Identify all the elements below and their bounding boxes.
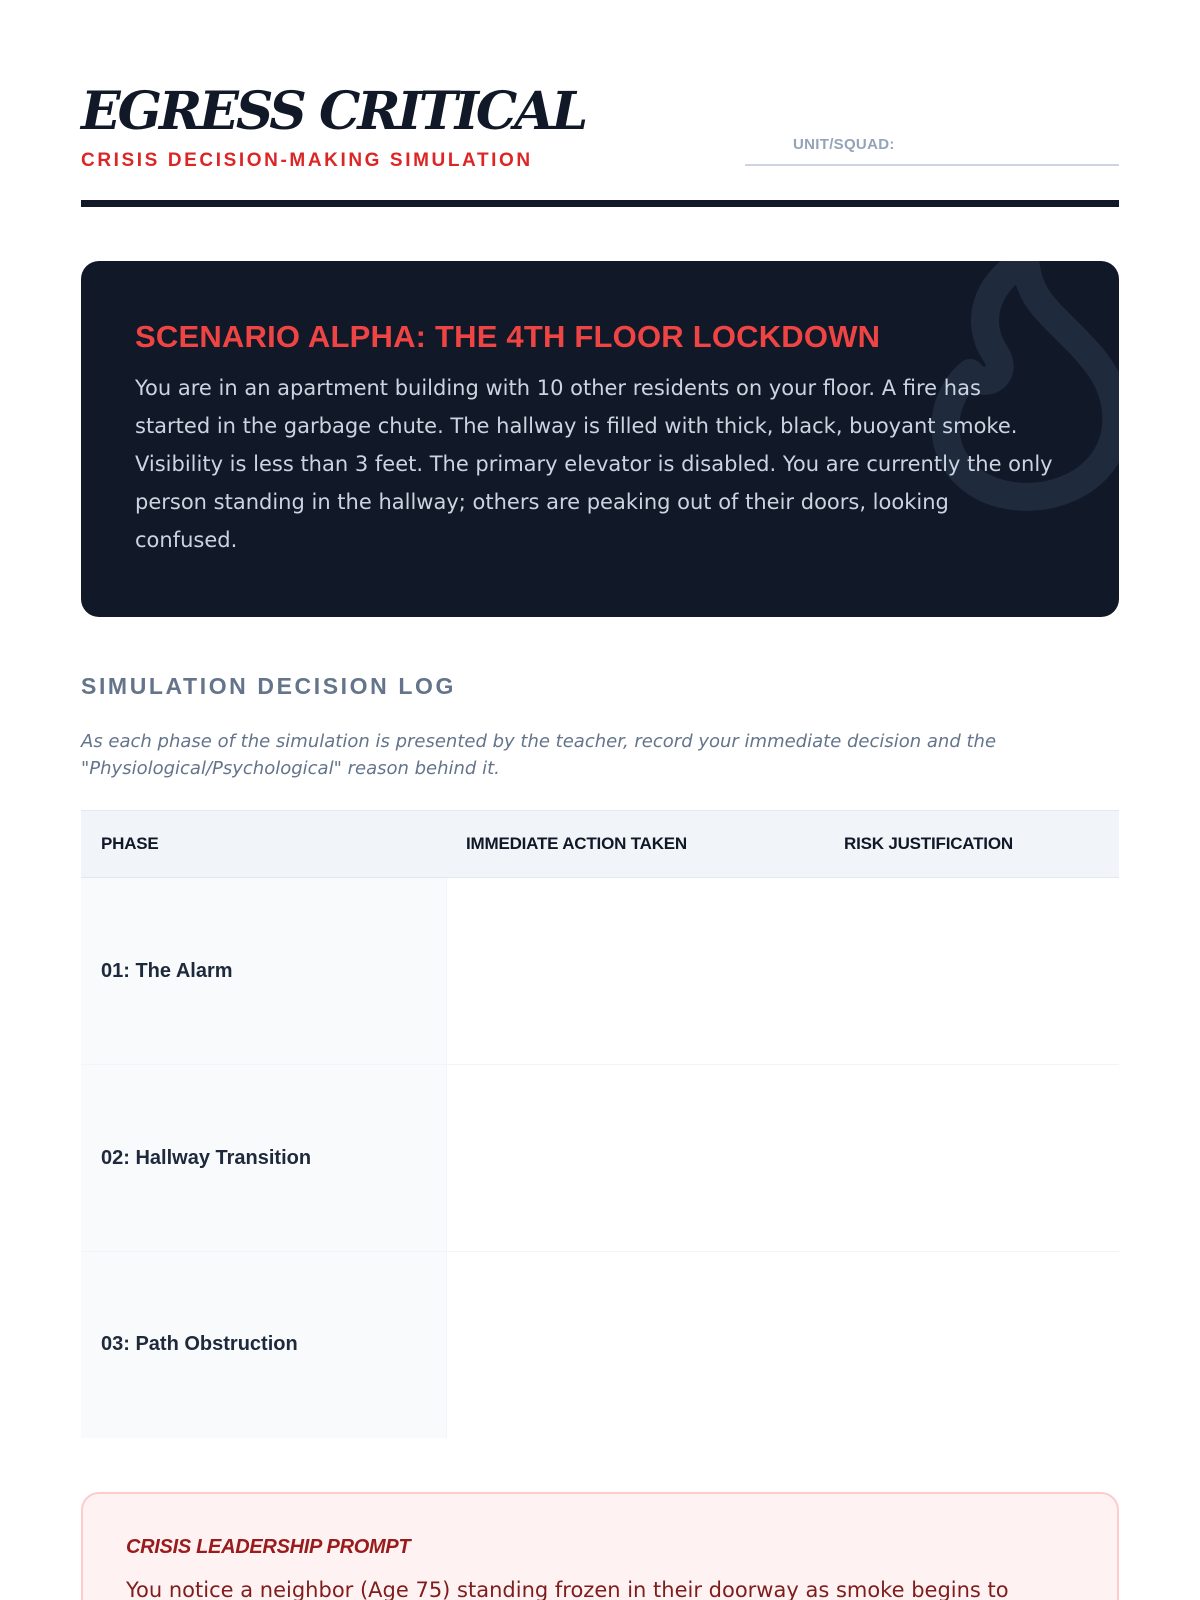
crisis-leadership-prompt-card (81, 1492, 1119, 1600)
column-header-phase: PHASE (81, 811, 446, 878)
decision-log-heading: SIMULATION DECISION LOG (81, 673, 456, 699)
worksheet-header (81, 0, 1119, 207)
unit-squad-label: UNIT/SQUAD: (793, 136, 895, 153)
justification-answer-cell[interactable] (824, 878, 1119, 1065)
justification-answer-cell[interactable] (824, 1065, 1119, 1252)
scenario-card (81, 261, 1119, 617)
action-answer-cell[interactable] (446, 878, 824, 1065)
column-header-action: IMMEDIATE ACTION TAKEN (446, 811, 824, 878)
column-header-justification: RISK JUSTIFICATION (824, 811, 1119, 878)
action-answer-cell[interactable] (446, 1252, 824, 1438)
table-row (81, 878, 1119, 1065)
table-header-row (81, 811, 1119, 878)
page-subtitle: CRISIS DECISION-MAKING SIMULATION (81, 150, 533, 171)
decision-log-table (81, 810, 1119, 1438)
header-divider (81, 200, 1119, 207)
page-title: EGRESS CRITICAL (81, 81, 586, 142)
action-answer-cell[interactable] (446, 1065, 824, 1252)
decision-log-instructions: As each phase of the simulation is presented by the teacher, record your immediate decision and the "Physiological/Psychological" reason behind it. (81, 731, 997, 779)
table-row (81, 1252, 1119, 1438)
phase-cell: 01: The Alarm (81, 878, 446, 1065)
scenario-title: SCENARIO ALPHA: THE 4TH FLOOR LOCKDOWN (135, 319, 881, 354)
phase-cell: 03: Path Obstruction (81, 1252, 446, 1438)
scenario-description: You are in an apartment building with 10 other residents on your floor. A fire has started in the garbage chute. The hallway is filled with thick, black, buoyant smoke. Visibility is less than 3 feet. The primary elevator is disabled. You are currently the only person standing in the hallway; others are peaking out of their doors, looking confused. (135, 376, 1053, 552)
table-row (81, 1065, 1119, 1252)
phase-cell: 02: Hallway Transition (81, 1065, 446, 1252)
prompt-title: CRISIS LEADERSHIP PROMPT (126, 1535, 411, 1558)
unit-squad-field[interactable] (745, 130, 1119, 166)
justification-answer-cell[interactable] (824, 1252, 1119, 1438)
prompt-body: You notice a neighbor (Age 75) standing frozen in their doorway as smoke begins to (126, 1577, 1009, 1600)
